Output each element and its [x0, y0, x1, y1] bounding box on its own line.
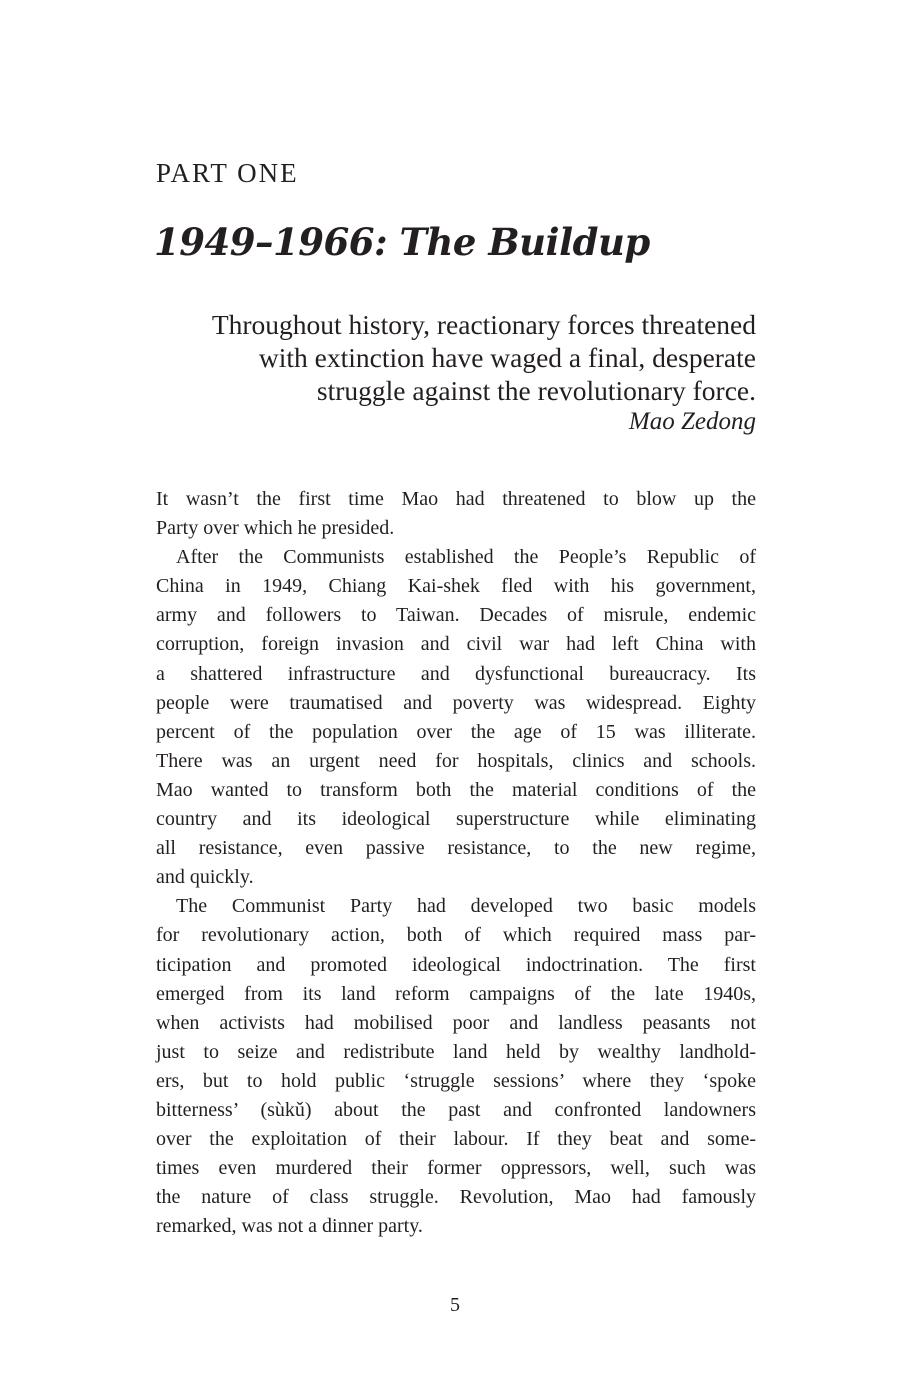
text-line: Mao wanted to transform both the material conditions of the: [156, 778, 756, 801]
text-line: times even murdered their former oppressors, well, such was: [156, 1157, 756, 1180]
body-text: [156, 485, 756, 1241]
text-line: China in 1949, Chiang Kai-shek fled with his government,: [156, 575, 756, 598]
text-line: emerged from its land reform campaigns of the late 1940s,: [156, 982, 756, 1005]
text-line: There was an urgent need for hospitals, clinics and schools.: [156, 749, 756, 772]
epigraph-line: Throughout history, reactionary forces threatened: [211, 309, 756, 340]
text-line: After the Communists established the People’s Republic of: [176, 546, 756, 569]
text-line: the nature of class struggle. Revolution, Mao had famously: [156, 1186, 756, 1209]
text-line: The Communist Party had developed two basic models: [176, 895, 756, 918]
paragraph-3: [156, 892, 756, 1241]
text-line: for revolutionary action, both of which required mass par-: [156, 924, 756, 947]
epigraph: [156, 308, 756, 437]
text-line: a shattered infrastructure and dysfunctional bureaucracy. Its: [156, 662, 756, 685]
text-line: bitterness’ (sùkǔ) about the past and confronted landowners: [156, 1098, 756, 1121]
text-line: ticipation and promoted ideological indoctrination. The first: [156, 953, 756, 976]
paragraph-2: [156, 543, 756, 892]
text-line: corruption, foreign invasion and civil war had left China with: [156, 633, 756, 656]
text-line: remarked, was not a dinner party.: [156, 1215, 423, 1238]
text-line: percent of the population over the age of 15 was illiterate.: [156, 720, 756, 743]
epigraph-attribution: Mao Zedong: [628, 408, 756, 435]
text-line: over the exploitation of their labour. If they beat and some-: [156, 1128, 756, 1151]
text-line: It wasn’t the first time Mao had threatened to blow up the: [156, 488, 756, 510]
epigraph-line: struggle against the revolutionary force.: [316, 375, 756, 406]
text-line: just to seize and redistribute land held by wealthy landhold-: [156, 1040, 756, 1063]
part-label: PART ONE: [156, 158, 299, 188]
text-line: all resistance, even passive resistance, to the new regime,: [156, 837, 756, 860]
text-line: army and followers to Taiwan. Decades of misrule, endemic: [156, 604, 756, 627]
chapter-title: 1949–1966: The Buildup: [154, 220, 650, 264]
text-line: ers, but to hold public ‘struggle sessions’ where they ‘spoke: [156, 1069, 756, 1092]
text-line: country and its ideological superstructure while eliminating: [156, 808, 756, 831]
text-line: Party over which he presided.: [156, 517, 395, 540]
page-number: 5: [450, 1294, 460, 1316]
text-line: when activists had mobilised poor and landless peasants not: [156, 1011, 756, 1034]
paragraph-1: [156, 485, 756, 543]
text-line: people were traumatised and poverty was widespread. Eighty: [156, 691, 756, 714]
text-line: and quickly.: [156, 866, 254, 889]
epigraph-line: with extinction have waged a final, desperate: [258, 342, 756, 373]
